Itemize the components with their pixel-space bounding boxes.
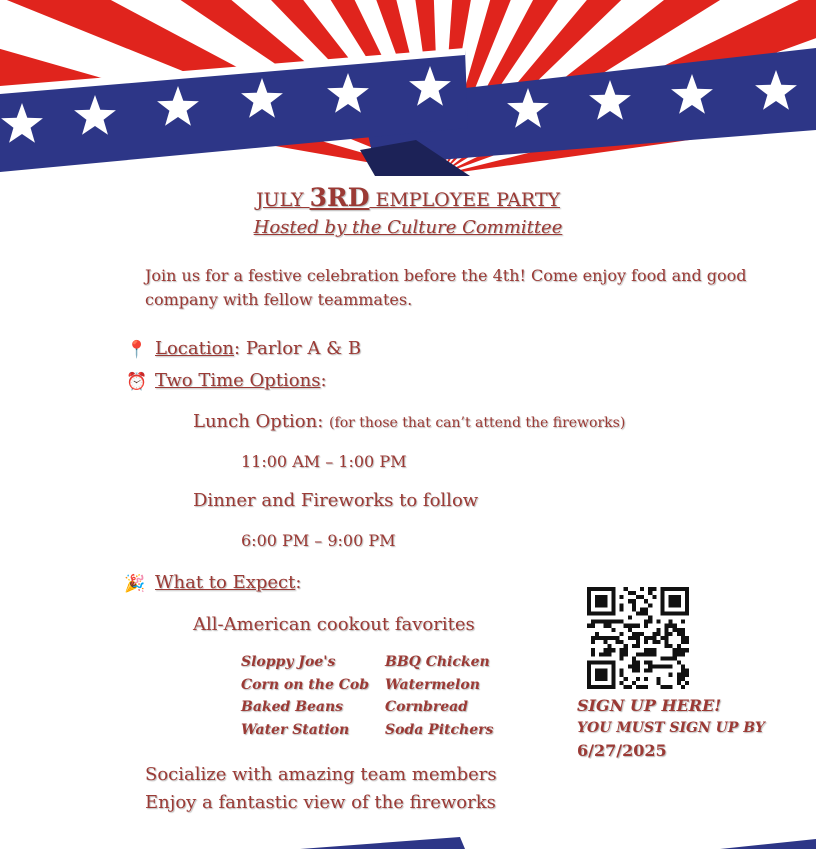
time-options-colon: : xyxy=(320,370,327,391)
qr-code-icon[interactable] xyxy=(585,587,691,689)
intro-paragraph: Join us for a festive celebration before the 4th! Come enjoy food and good company with fellow teammates. xyxy=(145,266,747,309)
lunch-option-row xyxy=(193,411,625,432)
pushpin-icon: 📍 xyxy=(126,340,148,360)
menu-column-left xyxy=(241,651,369,741)
what-to-expect-colon: : xyxy=(295,572,302,593)
menu-item: Soda Pitchers xyxy=(385,721,494,738)
time-options-label: Two Time Options xyxy=(155,370,321,391)
menu-item: Corn on the Cob xyxy=(241,676,369,693)
party-popper-icon: 🎉 xyxy=(124,574,146,594)
location-row xyxy=(155,338,361,359)
menu-item: Watermelon xyxy=(385,676,480,693)
title-prefix: JULY xyxy=(255,189,310,211)
location-label: Location xyxy=(155,338,235,359)
menu-item: Water Station xyxy=(241,721,350,738)
lunch-option-note: (for those that can’t attend the fireworks) xyxy=(329,415,626,431)
signup-cta[interactable]: SIGN UP HERE! xyxy=(577,696,722,715)
cookout-heading: All-American cookout favorites xyxy=(193,614,475,635)
dinner-option-label: Dinner and Fireworks to follow xyxy=(193,490,479,511)
extra-socialize: Socialize with amazing team members xyxy=(145,764,497,785)
title-date: 3RD xyxy=(309,183,370,212)
menu-item: BBQ Chicken xyxy=(385,654,490,670)
alarm-clock-icon: ⏰ xyxy=(126,372,148,392)
dinner-time: 6:00 PM – 9:00 PM xyxy=(241,531,396,550)
menu-item: Cornbread xyxy=(385,699,468,715)
signup-deadline-label: YOU MUST SIGN UP BY xyxy=(577,720,765,736)
lunch-option-label: Lunch Option xyxy=(193,411,318,432)
menu-item: Baked Beans xyxy=(241,699,344,715)
time-options-row xyxy=(155,370,327,391)
what-to-expect-label: What to Expect xyxy=(155,572,296,593)
what-to-expect-row xyxy=(155,572,301,593)
page-title xyxy=(0,183,816,212)
lunch-time: 11:00 AM – 1:00 PM xyxy=(241,452,407,471)
bottom-banner xyxy=(0,829,816,849)
menu-column-right xyxy=(385,651,493,741)
location-value: : Parlor A & B xyxy=(234,338,362,359)
extra-fireworks-view: Enjoy a fantastic view of the fireworks xyxy=(145,792,496,813)
top-banner xyxy=(0,0,816,180)
page-subtitle: Hosted by the Culture Committee xyxy=(253,217,563,238)
lunch-option-colon: : xyxy=(317,411,324,432)
title-suffix: EMPLOYEE PARTY xyxy=(369,189,561,211)
menu-item: Sloppy Joe's xyxy=(241,654,336,670)
signup-deadline-date: 6/27/2025 xyxy=(577,741,667,760)
